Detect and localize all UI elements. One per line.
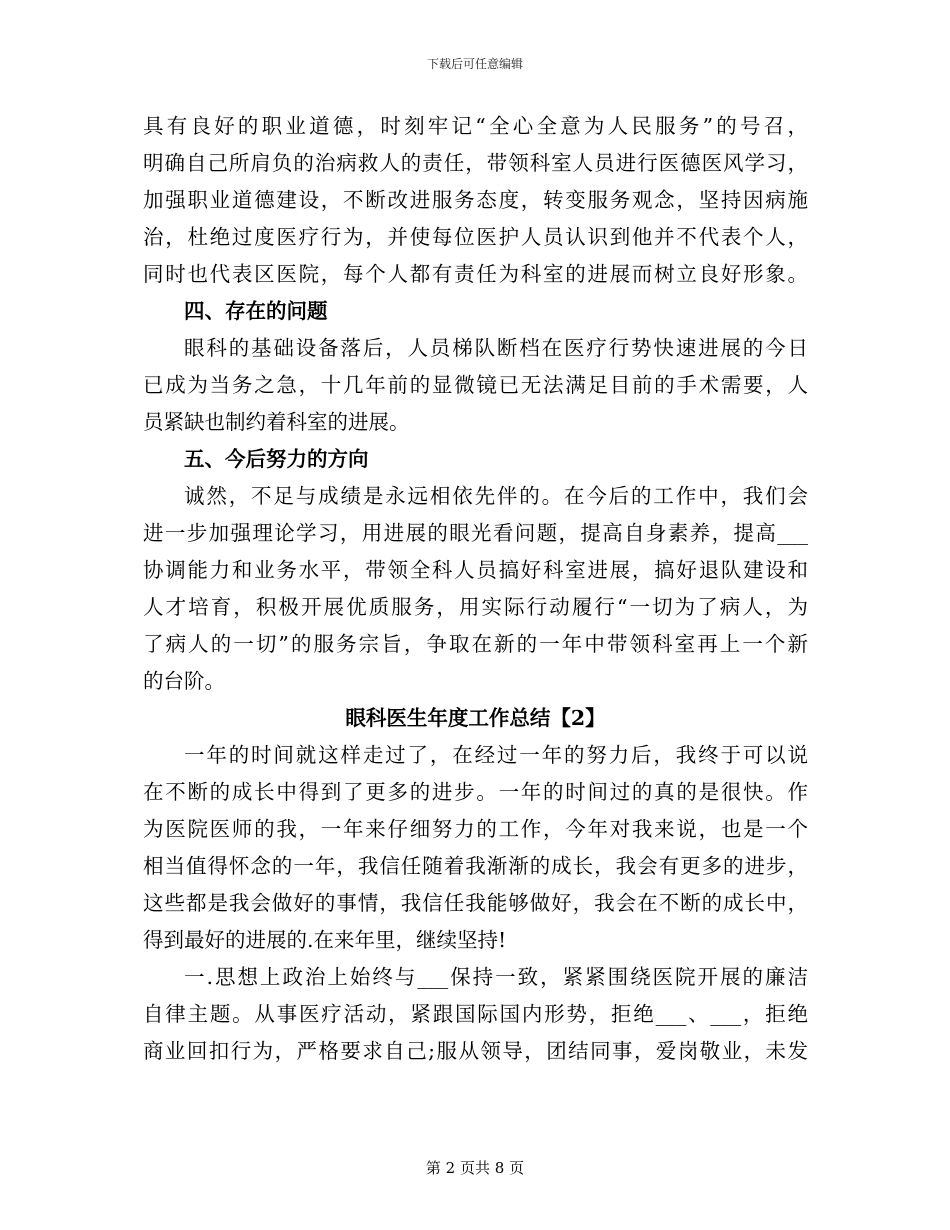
body-line: 同时也代表区医院，每个人都有责任为科室的进展而树立良好形象。 — [143, 262, 808, 286]
body-line: 治，杜绝过度医疗行为，并使每位医护人员认识到他并不代表个人， — [143, 225, 808, 249]
body-line: 明确自己所肩负的治病救人的责任，带领科室人员进行医德医风学习， — [143, 151, 808, 175]
section-heading: 四、存在的问题 — [184, 299, 328, 323]
body-line: 协调能力和业务水平，带领全科人员搞好科室进展，搞好退队建设和 — [143, 558, 808, 582]
body-line: 进一步加强理论学习，用进展的眼光看问题，提高自身素养，提高___ — [143, 521, 808, 545]
body-line: 一.思想上政治上始终与___保持一致，紧紧围绕医院开展的廉洁 — [184, 965, 808, 989]
body-line: 了病人的一切”的服务宗旨，争取在新的一年中带领科室再上一个新 — [143, 632, 808, 656]
body-line: 加强职业道德建设，不断改进服务态度，转变服务观念，坚持因病施 — [143, 188, 808, 212]
body-line: 一年的时间就这样走过了，在经过一年的努力后，我终于可以说 — [184, 743, 808, 767]
body-line: 诚然，不足与成绩是永远相依先伴的。在今后的工作中，我们会 — [184, 484, 808, 508]
body-line: 自律主题。从事医疗活动，紧跟国际国内形势，拒绝___、___，拒绝 — [143, 1002, 808, 1026]
body-line: 这些都是我会做好的事情，我信任我能够做好，我会在不断的成长中， — [143, 891, 808, 915]
body-line: 眼科的基础设备落后，人员梯队断档在医疗行势快速进展的今日 — [184, 336, 808, 360]
body-line: 在不断的成长中得到了更多的进步。一年的时间过的真的是很快。作 — [143, 780, 808, 804]
body-line: 为医院医师的我，一年来仔细努力的工作，今年对我来说，也是一个 — [143, 817, 808, 841]
body-line: 得到最好的进展的.在来年里，继续坚持! — [143, 928, 507, 952]
body-line: 已成为当务之急，十几年前的显微镜已无法满足目前的手术需要，人 — [143, 373, 808, 397]
body-line: 人才培育，积极开展优质服务，用实际行动履行“一切为了病人，为 — [143, 595, 808, 619]
page-footer: 第 2 页共 8 页 — [425, 1159, 525, 1177]
page-header: 下载后可任意编辑 — [426, 57, 523, 71]
body-line: 商业回扣行为，严格要求自己;服从领导，团结同事，爱岗敬业，未发 — [143, 1039, 808, 1063]
section-heading: 五、今后努力的方向 — [184, 447, 369, 471]
body-line: 的台阶。 — [143, 669, 225, 693]
body-line: 员紧缺也制约着科室的进展。 — [143, 410, 410, 434]
body-line: 相当值得怀念的一年，我信任随着我渐渐的成长，我会有更多的进步， — [143, 854, 808, 878]
body-line: 具有良好的职业道德，时刻牢记“全心全意为人民服务”的号召， — [143, 114, 808, 138]
article-title: 眼科医生年度工作总结【2】 — [345, 706, 606, 730]
document-body — [143, 108, 808, 1070]
